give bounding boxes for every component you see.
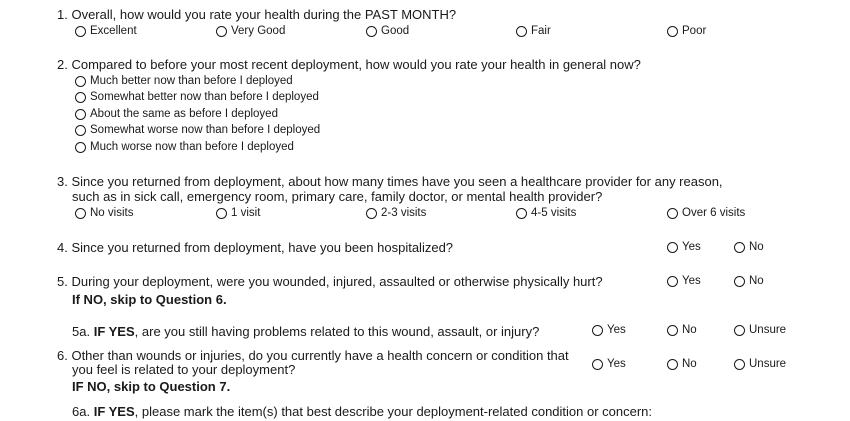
- q5a-unsure-radio[interactable]: [734, 325, 745, 336]
- question-5a-if-yes: IF YES: [93, 324, 135, 339]
- q6-no-label: No: [682, 358, 697, 370]
- q5-yes-radio[interactable]: [667, 276, 678, 287]
- q5-no-label: No: [749, 275, 764, 287]
- q5-no-radio[interactable]: [734, 276, 745, 287]
- q3-2-3-visits-label: 2-3 visits: [381, 207, 427, 219]
- q2-somewhat-worse-radio[interactable]: [75, 125, 86, 136]
- q3-over-6-visits-radio[interactable]: [667, 208, 678, 219]
- q2-about-same-label: About the same as before I deployed: [90, 108, 278, 120]
- q3-over-6-visits-label: Over 6 visits: [682, 207, 746, 219]
- q2-somewhat-better-label: Somewhat better now than before I deployed: [90, 91, 319, 103]
- q3-4-5-visits-label: 4-5 visits: [531, 207, 577, 219]
- q5a-yes-label: Yes: [607, 324, 626, 336]
- q1-very-good-label: Very Good: [231, 25, 286, 37]
- question-5a-text: [72, 324, 539, 339]
- q3-no-visits-radio[interactable]: [75, 208, 86, 219]
- q6-yes-radio[interactable]: [592, 359, 603, 370]
- q4-no-radio[interactable]: [734, 242, 745, 253]
- q4-yes-label: Yes: [682, 241, 701, 253]
- q6-yes-label: Yes: [607, 358, 626, 370]
- question-3-line-2: such as in sick call, emergency room, primary care, family doctor, or mental health provider?: [72, 189, 603, 204]
- q1-poor-radio[interactable]: [667, 26, 678, 37]
- q1-excellent-label: Excellent: [90, 25, 137, 37]
- question-6a-prefix: 6a.: [72, 404, 91, 419]
- question-1-text: 1. Overall, how would you rate your health during the PAST MONTH?: [57, 7, 457, 22]
- q4-yes-radio[interactable]: [667, 242, 678, 253]
- question-4-text: 4. Since you returned from deployment, have you been hospitalized?: [57, 240, 454, 255]
- question-6-line-1: 6. Other than wounds or injuries, do you currently have a health concern or condition that: [57, 348, 569, 363]
- q2-somewhat-worse-label: Somewhat worse now than before I deployed: [90, 124, 321, 136]
- q1-very-good-radio[interactable]: [216, 26, 227, 37]
- question-5-skip-instruction: If NO, skip to Question 6.: [72, 292, 227, 307]
- question-3-line-1: 3. Since you returned from deployment, about how many times have you seen a healthcare provider for any reason,: [57, 174, 723, 189]
- q5a-no-label: No: [682, 324, 697, 336]
- q1-fair-label: Fair: [531, 25, 551, 37]
- q1-fair-radio[interactable]: [516, 26, 527, 37]
- question-6a-rest: , please mark the item(s) that best describe your deployment-related condition or concern:: [134, 404, 653, 419]
- q3-4-5-visits-radio[interactable]: [516, 208, 527, 219]
- question-6a-text: [72, 404, 652, 419]
- q6-no-radio[interactable]: [667, 359, 678, 370]
- q5a-yes-radio[interactable]: [592, 325, 603, 336]
- q6-unsure-radio[interactable]: [734, 359, 745, 370]
- q3-2-3-visits-radio[interactable]: [366, 208, 377, 219]
- q2-much-worse-radio[interactable]: [75, 142, 86, 153]
- q5a-unsure-label: Unsure: [749, 324, 787, 336]
- q3-1-visit-radio[interactable]: [216, 208, 227, 219]
- question-5a-rest: , are you still having problems related to this wound, assault, or injury?: [134, 324, 540, 339]
- question-2-text: 2. Compared to before your most recent deployment, how would you rate your health in general now?: [57, 57, 641, 72]
- q5-yes-label: Yes: [682, 275, 701, 287]
- question-5a-prefix: 5a.: [72, 324, 91, 339]
- q2-much-better-radio[interactable]: [75, 76, 86, 87]
- q3-1-visit-label: 1 visit: [231, 207, 261, 219]
- question-5-text: 5. During your deployment, were you wounded, injured, assaulted or otherwise physically hurt?: [57, 274, 603, 289]
- q1-good-radio[interactable]: [366, 26, 377, 37]
- q4-no-label: No: [749, 241, 764, 253]
- q5a-no-radio[interactable]: [667, 325, 678, 336]
- q1-poor-label: Poor: [682, 25, 707, 37]
- question-6a-if-yes: IF YES: [93, 404, 135, 419]
- question-6-skip-instruction: IF NO, skip to Question 7.: [72, 379, 231, 394]
- q2-somewhat-better-radio[interactable]: [75, 92, 86, 103]
- q2-much-worse-label: Much worse now than before I deployed: [90, 141, 294, 153]
- q6-unsure-label: Unsure: [749, 358, 787, 370]
- q1-good-label: Good: [381, 25, 410, 37]
- q3-no-visits-label: No visits: [90, 207, 134, 219]
- q2-much-better-label: Much better now than before I deployed: [90, 75, 293, 87]
- q2-about-same-radio[interactable]: [75, 109, 86, 120]
- q1-excellent-radio[interactable]: [75, 26, 86, 37]
- question-6-line-2: you feel is related to your deployment?: [72, 362, 296, 377]
